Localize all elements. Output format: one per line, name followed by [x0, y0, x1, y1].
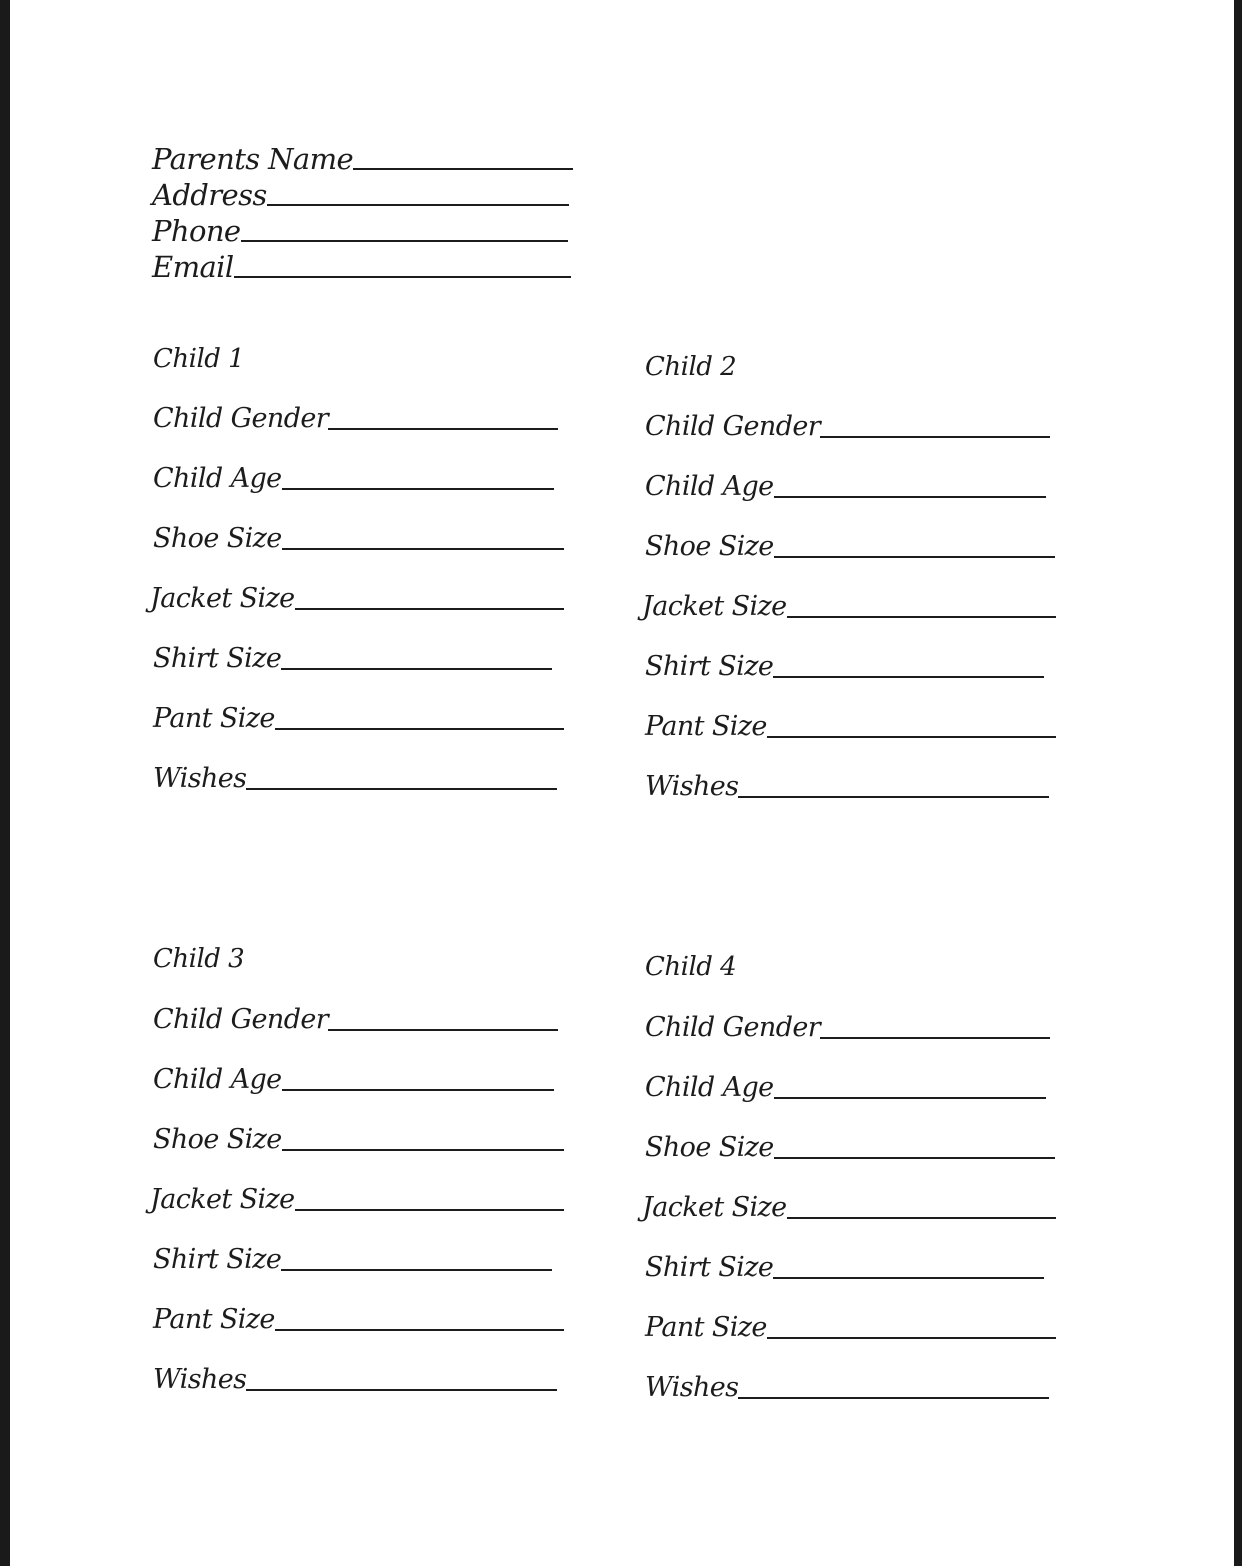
- pant-size-field[interactable]: [153, 704, 564, 734]
- field-label: Phone: [152, 214, 241, 248]
- wishes-field[interactable]: [153, 764, 557, 794]
- shoe-size-field[interactable]: [153, 524, 564, 554]
- fill-in-line[interactable]: [820, 1036, 1050, 1039]
- field-label: Child Gender: [153, 403, 329, 434]
- fill-in-line[interactable]: [328, 427, 558, 430]
- shirt-size-field[interactable]: [645, 652, 1044, 682]
- jacket-size-field[interactable]: [642, 592, 1056, 622]
- field-label: Jacket Size: [150, 583, 295, 614]
- field-label: Shoe Size: [645, 1132, 774, 1163]
- child-age-field[interactable]: [645, 472, 1046, 502]
- field-label: Shirt Size: [645, 1252, 774, 1283]
- child-title: Child 3: [153, 944, 245, 974]
- jacket-size-field[interactable]: [642, 1193, 1056, 1223]
- child-age-field[interactable]: [645, 1073, 1046, 1103]
- shirt-size-field[interactable]: [153, 1245, 552, 1275]
- fill-in-line[interactable]: [275, 727, 564, 730]
- shoe-size-field[interactable]: [645, 1133, 1055, 1163]
- field-label: Shoe Size: [153, 1124, 282, 1155]
- address-field[interactable]: [152, 180, 569, 210]
- fill-in-line[interactable]: [738, 1396, 1049, 1399]
- pant-size-field[interactable]: [153, 1305, 564, 1335]
- fill-in-line[interactable]: [787, 1216, 1056, 1219]
- email-field[interactable]: [152, 252, 571, 282]
- child-title: Child 1: [153, 344, 245, 374]
- child-age-field[interactable]: [153, 464, 554, 494]
- field-label: Wishes: [645, 1372, 739, 1403]
- shirt-size-field[interactable]: [153, 644, 552, 674]
- parents-name-field[interactable]: [152, 144, 573, 174]
- form-page: [10, 0, 1234, 1566]
- field-label: Shoe Size: [153, 523, 282, 554]
- field-label: Parents Name: [152, 142, 354, 176]
- field-label: Shirt Size: [153, 643, 282, 674]
- field-label: Child Age: [153, 463, 282, 494]
- field-label: Wishes: [153, 1364, 247, 1395]
- child-gender-field[interactable]: [645, 1013, 1050, 1043]
- field-label: Pant Size: [645, 1312, 767, 1343]
- field-label: Pant Size: [153, 1304, 275, 1335]
- child-gender-field[interactable]: [153, 404, 558, 434]
- jacket-size-field[interactable]: [150, 1185, 564, 1215]
- field-label: Child Gender: [645, 1012, 821, 1043]
- fill-in-line[interactable]: [282, 1088, 554, 1091]
- fill-in-line[interactable]: [246, 1388, 557, 1391]
- wishes-field[interactable]: [645, 772, 1049, 802]
- fill-in-line[interactable]: [234, 275, 571, 278]
- fill-in-line[interactable]: [767, 735, 1056, 738]
- fill-in-line[interactable]: [281, 1268, 552, 1271]
- field-label: Email: [152, 250, 234, 284]
- field-label: Wishes: [153, 763, 247, 794]
- child-gender-field[interactable]: [645, 412, 1050, 442]
- field-label: Jacket Size: [642, 1192, 787, 1223]
- fill-in-line[interactable]: [267, 203, 569, 206]
- pant-size-field[interactable]: [645, 1313, 1056, 1343]
- fill-in-line[interactable]: [774, 555, 1055, 558]
- fill-in-line[interactable]: [774, 1156, 1055, 1159]
- fill-in-line[interactable]: [353, 167, 573, 170]
- fill-in-line[interactable]: [774, 1096, 1046, 1099]
- shoe-size-field[interactable]: [153, 1125, 564, 1155]
- fill-in-line[interactable]: [773, 1276, 1044, 1279]
- field-label: Jacket Size: [642, 591, 787, 622]
- phone-field[interactable]: [152, 216, 568, 246]
- field-label: Shoe Size: [645, 531, 774, 562]
- fill-in-line[interactable]: [275, 1328, 564, 1331]
- field-label: Jacket Size: [150, 1184, 295, 1215]
- fill-in-line[interactable]: [820, 435, 1050, 438]
- field-label: Child Age: [645, 471, 774, 502]
- field-label: Child Gender: [645, 411, 821, 442]
- shoe-size-field[interactable]: [645, 532, 1055, 562]
- pant-size-field[interactable]: [645, 712, 1056, 742]
- field-label: Address: [152, 178, 267, 212]
- field-label: Pant Size: [645, 711, 767, 742]
- fill-in-line[interactable]: [282, 487, 554, 490]
- fill-in-line[interactable]: [241, 239, 569, 242]
- fill-in-line[interactable]: [787, 615, 1056, 618]
- shirt-size-field[interactable]: [645, 1253, 1044, 1283]
- fill-in-line[interactable]: [738, 795, 1049, 798]
- field-label: Pant Size: [153, 703, 275, 734]
- fill-in-line[interactable]: [295, 607, 564, 610]
- fill-in-line[interactable]: [773, 675, 1044, 678]
- fill-in-line[interactable]: [246, 787, 557, 790]
- field-label: Shirt Size: [153, 1244, 282, 1275]
- child-gender-field[interactable]: [153, 1005, 558, 1035]
- child-title: Child 4: [645, 952, 737, 982]
- fill-in-line[interactable]: [282, 1148, 564, 1151]
- field-label: Child Age: [153, 1064, 282, 1095]
- fill-in-line[interactable]: [774, 495, 1046, 498]
- child-age-field[interactable]: [153, 1065, 554, 1095]
- fill-in-line[interactable]: [328, 1028, 558, 1031]
- field-label: Child Gender: [153, 1004, 329, 1035]
- child-title: Child 2: [645, 352, 737, 382]
- field-label: Shirt Size: [645, 651, 774, 682]
- field-label: Child Age: [645, 1072, 774, 1103]
- fill-in-line[interactable]: [767, 1336, 1056, 1339]
- wishes-field[interactable]: [153, 1365, 557, 1395]
- fill-in-line[interactable]: [281, 667, 552, 670]
- fill-in-line[interactable]: [282, 547, 564, 550]
- wishes-field[interactable]: [645, 1373, 1049, 1403]
- fill-in-line[interactable]: [295, 1208, 564, 1211]
- jacket-size-field[interactable]: [150, 584, 564, 614]
- field-label: Wishes: [645, 771, 739, 802]
